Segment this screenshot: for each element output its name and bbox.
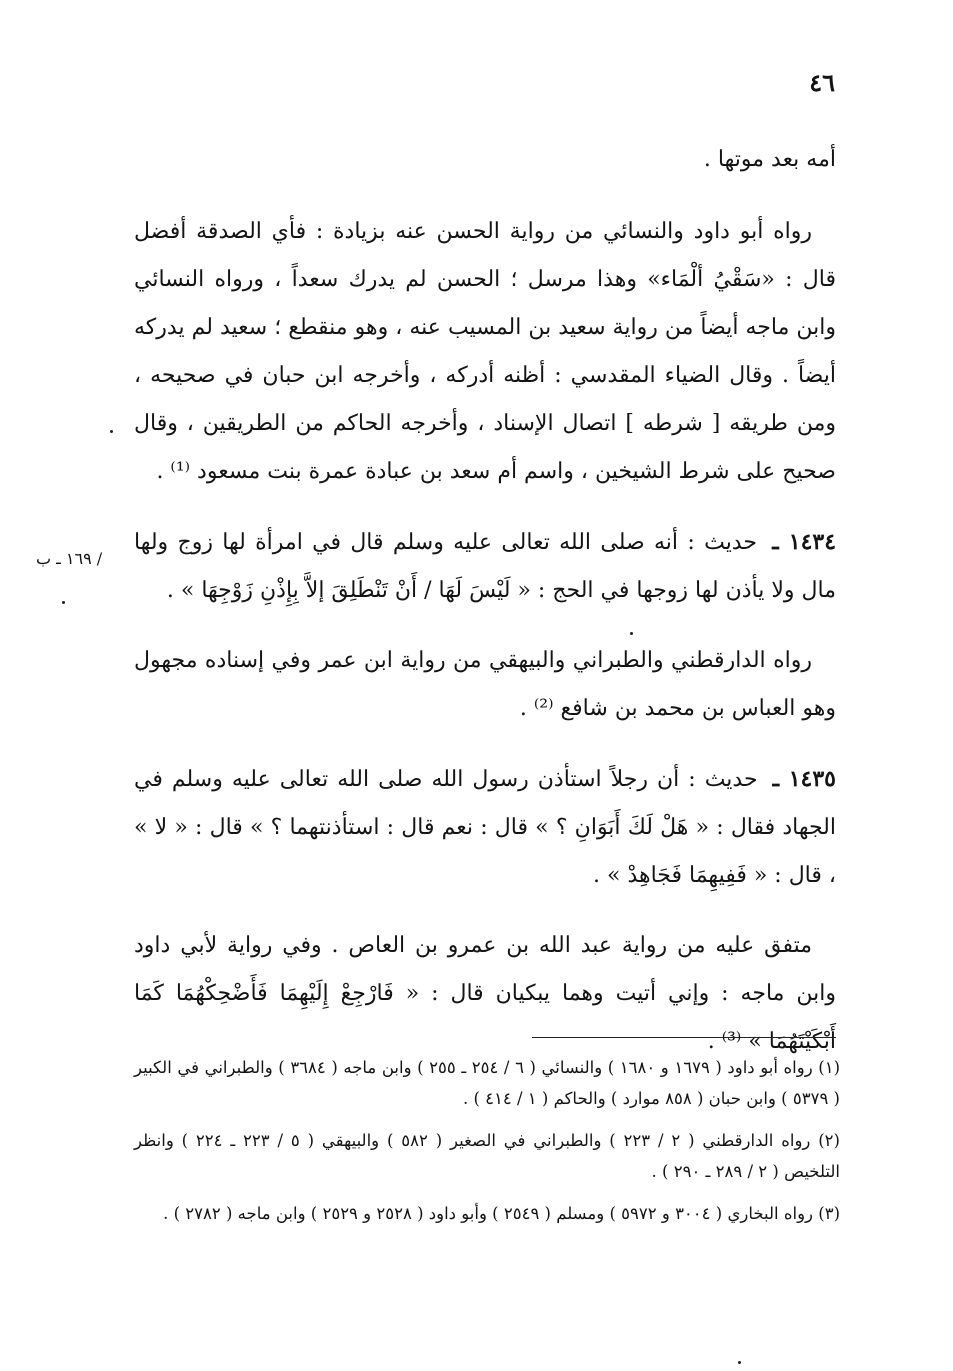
hadith-1434 — [134, 518, 836, 615]
paragraph-continuation: أمه بعد موتها . — [703, 147, 836, 172]
footnote-3: (٣) رواه البخاري ( ٣٠٠٤ و ٥٩٧٢ ) ومسلم ( ٢٥٤٩ ) وأبو داود ( ٢٥٢٨ و ٢٥٢٩ ) وابن ماجه ( ٢٧٨٢ ) . — [163, 1204, 840, 1223]
paragraph-source-1432: رواه أبو داود والنسائي من رواية الحسن عنه بزيادة : فأي الصدقة أفضل قال : «سَقْيُ ألْمَاء» وهذا مرسل ؛ الحسن لم يدرك سعداً ، ورواه النسائي وابن ماجه أيضاً من رواية سعيد بن المسيب عنه ، وهو منقطع ؛ سعيد لم يدركه أيضاً . وقال الضياء المقدسي : أظنه أدركه ، وأخرجه ابن حبان في صحيحه ، ومن طريقه [ شرطه ] اتصال الإسناد ، وأخرجه الحاكم من الطريقين ، وقال صحيح على شرط الشيخين ، واسم أم سعد بن عبادة عمرة بنت مسعود ⁽¹⁾ . — [134, 219, 836, 484]
ink-speck — [110, 430, 113, 433]
hadith-number: ١٤٣٥ ـ — [772, 766, 836, 792]
main-text — [134, 136, 836, 1088]
footnote-1: (١) رواه أبو داود ( ١٦٧٩ و ١٦٨٠ ) والنسائي ( ٦ / ٢٥٤ ـ ٢٥٥ ) وابن ماجه ( ٣٦٨٤ ) والطبراني في الكبير ( ٥٣٧٩ ) وابن حبان ( ٨٥٨ موارد ) والحاكم ( ١ / ٤١٤ ) . — [134, 1058, 840, 1108]
margin-note: / ١٦٩ ـ ب — [36, 549, 103, 568]
hadith-1435 — [134, 755, 836, 900]
hadith-text: حديث : أنه صلى الله تعالى عليه وسلم قال في امرأة لها زوج ولها مال ولا يأذن لها زوجها في الحج : « لَيْسَ لَهَا / أَنْ تَنْطَلِقَ إلاَّ بِإِذْنِ زَوْجِهَا » . — [134, 530, 836, 603]
page-number: ٤٦ — [809, 68, 835, 97]
footnote-separator — [532, 1037, 836, 1038]
paragraph-source-1435: متفق عليه من رواية عبد الله بن عمرو بن العاص . وفي رواية لأبي داود وابن ماجه : وإني أتيت وهما يبكيان قال : « فَارْجِعْ إِلَيْهِمَا فَأَضْحِكْهُمَا كَمَا أَبْكَيْتَهُمَا » ⁽³⁾ . — [134, 933, 836, 1054]
paragraph-source-1434: رواه الدارقطني والطبراني والبيهقي من رواية ابن عمر وفي إسناده مجهول وهو العباس بن محمد بن شافع ⁽²⁾ . — [134, 648, 836, 721]
hadith-text: حديث : أن رجلاً استأذن رسول الله صلى الله تعالى عليه وسلم في الجهاد فقال : « هَلْ لَكَ أَبَوَانِ ؟ » قال : نعم قال : استأذنتهما ؟ » قال : « لا » ، قال : « فَفِيهِمَا فَجَاهِدْ » . — [134, 767, 836, 888]
footnote-2: (٢) رواه الدارقطني ( ٢ / ٢٢٣ ) والطبراني في الصغير ( ٥٨٢ ) والبيهقي ( ٥ / ٢٢٣ ـ ٢٢٤ ) وانظر التلخيص ( ٢ / ٢٨٩ ـ ٢٩٠ ) . — [134, 1131, 840, 1181]
ink-speck — [738, 1361, 741, 1364]
footnotes — [134, 1052, 840, 1240]
ink-speck — [62, 601, 65, 604]
hadith-number: ١٤٣٤ ـ — [772, 529, 837, 555]
